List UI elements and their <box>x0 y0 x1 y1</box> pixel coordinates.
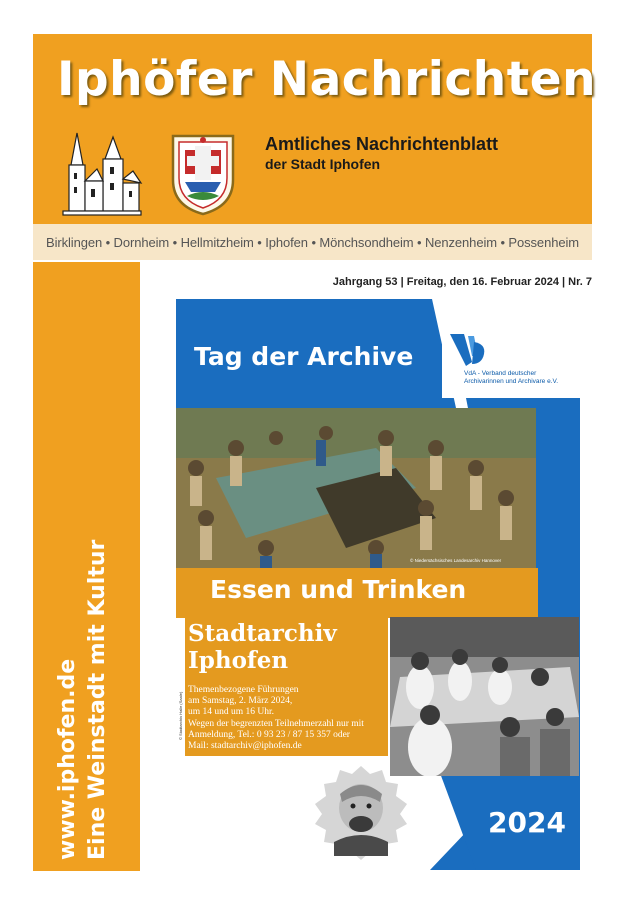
archive-title <box>188 620 337 674</box>
body-line: am Samstag, 2. März 2024, <box>188 696 293 707</box>
subtitle-line2: der Stadt Iphofen <box>265 156 381 172</box>
vda-line2: Archivarinnen und Archivare e.V. <box>464 378 559 385</box>
vda-caption <box>464 370 574 386</box>
church-logo-icon <box>61 129 143 217</box>
subtitle-line1: Amtliches Nachrichtenblatt <box>265 134 499 154</box>
sidebar-website[interactable]: www.iphofen.de <box>55 658 80 860</box>
body-line: Themenbezogene Führungen <box>188 685 299 695</box>
archive-title-line1: Stadtarchiv <box>188 620 337 647</box>
archive-credit: © Stadtarchiv Halle (Saale) <box>178 691 183 740</box>
sidebar-slogan: Eine Weinstadt mit Kultur <box>85 539 110 860</box>
painting-credit: © Niedersächsisches Landesarchiv Hannover <box>410 558 502 563</box>
theme-title: Essen und Trinken <box>210 575 467 604</box>
issue-info: Jahrgang 53 | Freitag, den 16. Februar 2024 | Nr. 7 <box>332 276 592 288</box>
poster-year: 2024 <box>488 806 566 839</box>
town-crest-icon <box>165 130 241 216</box>
body-line: Wegen der begrenzten Teilnehmerzahl nur mit <box>188 718 364 729</box>
archive-body <box>188 685 388 752</box>
vda-logo-icon <box>448 332 488 368</box>
historic-painting <box>176 408 536 568</box>
masthead-title: Iphöfer Nachrichten <box>57 52 597 107</box>
poster-title: Tag der Archive <box>194 342 414 371</box>
masthead-header <box>33 34 597 224</box>
child-eating-photo <box>312 764 410 862</box>
archive-title-line2: Iphofen <box>188 647 289 674</box>
historic-dining-photo <box>390 617 579 776</box>
body-line: um 14 und um 16 Uhr. <box>188 707 275 718</box>
body-line: Anmeldung, Tel.: 0 93 23 / 87 15 357 oder <box>188 729 350 740</box>
districts-bar: Birklingen • Dornheim • Hellmitzheim • Iphofen • Mönchsondheim • Nenzenheim • Possenheim <box>33 224 592 260</box>
body-line-email[interactable]: Mail: stadtarchiv@iphofen.de <box>188 741 302 752</box>
sidebar-vertical-text <box>53 540 113 860</box>
vda-logo-box <box>442 328 559 398</box>
vda-line1: VdA - Verband deutscher <box>464 370 537 377</box>
